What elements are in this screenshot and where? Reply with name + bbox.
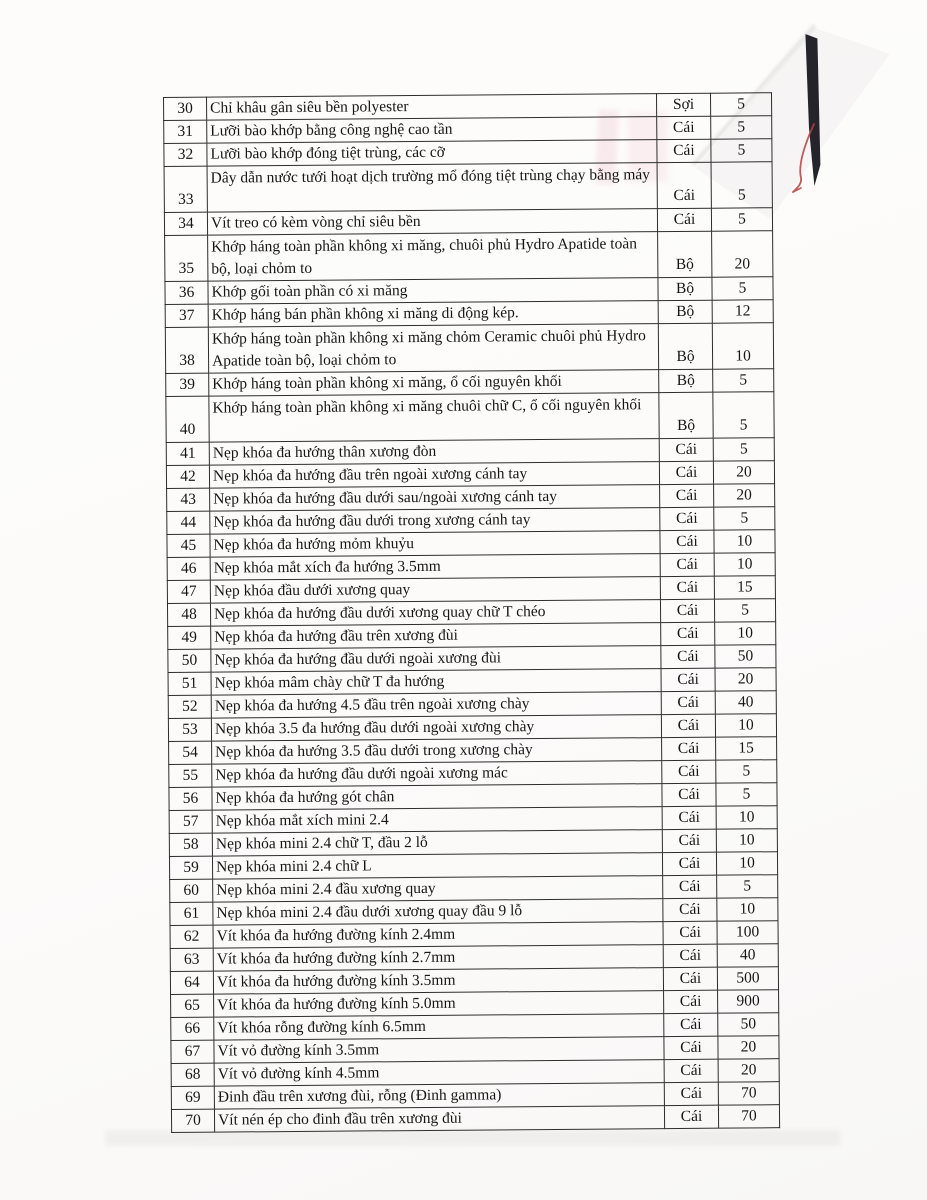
row-quantity: 70 — [718, 1105, 779, 1128]
row-description: Nẹp khóa đa hướng thân xương đòn — [209, 439, 659, 466]
row-quantity: 5 — [710, 93, 771, 116]
row-quantity: 5 — [711, 162, 772, 208]
row-number: 31 — [164, 120, 207, 143]
row-quantity: 5 — [711, 116, 772, 139]
row-description: Nẹp khóa đầu dưới xương quay — [210, 577, 660, 604]
supply-table-wrap — [163, 92, 780, 1133]
row-number: 37 — [165, 304, 208, 327]
row-description: Nẹp khóa đa hướng 3.5 đầu dưới trong xương chày — [212, 738, 662, 765]
row-unit: Cái — [660, 530, 714, 553]
row-number: 55 — [169, 764, 212, 787]
row-number: 30 — [164, 97, 207, 120]
row-quantity: 100 — [717, 921, 778, 944]
row-unit: Cái — [662, 806, 716, 829]
red-pen-mark — [788, 118, 824, 204]
row-description: Vít treo có kèm vòng chỉ siêu bền — [207, 209, 657, 236]
row-description: Nẹp khóa đa hướng đầu trên ngoài xương cánh tay — [209, 462, 659, 489]
row-number: 67 — [171, 1040, 214, 1063]
table-row — [165, 231, 773, 282]
row-description: Khớp háng toàn phần không xi măng, chuôi phủ Hydro Apatide toàn bộ, loại chỏm to — [208, 232, 658, 282]
row-description: Nẹp khóa đa hướng đầu dưới xương quay chữ T chéo — [210, 600, 660, 627]
row-quantity: 12 — [712, 300, 773, 323]
row-unit: Cái — [664, 1013, 718, 1036]
row-quantity: 10 — [716, 852, 777, 875]
row-unit: Cái — [664, 1059, 718, 1082]
row-description: Vít vỏ đường kính 4.5mm — [214, 1060, 664, 1087]
row-unit: Cái — [657, 162, 711, 208]
row-unit: Cái — [664, 990, 718, 1013]
row-number: 66 — [171, 1017, 214, 1040]
supply-table — [163, 92, 780, 1133]
row-description: Nẹp khóa mắt xích đa hướng 3.5mm — [210, 554, 660, 581]
row-description: Nẹp khóa đa hướng gót chân — [212, 784, 662, 811]
row-number: 62 — [170, 925, 213, 948]
row-description: Nẹp khóa mini 2.4 chữ L — [212, 853, 662, 880]
row-quantity: 40 — [715, 691, 776, 714]
row-description: Khớp háng toàn phần không xi măng, ổ cối nguyên khối — [209, 370, 659, 397]
row-quantity: 5 — [716, 783, 777, 806]
row-unit: Cái — [662, 829, 716, 852]
row-description: Nẹp khóa đa hướng 4.5 đầu trên ngoài xương chày — [211, 692, 661, 719]
row-number: 40 — [166, 396, 209, 442]
row-number: 33 — [164, 166, 207, 212]
row-quantity: 5 — [716, 760, 777, 783]
row-unit: Cái — [659, 461, 713, 484]
row-unit: Cái — [660, 507, 714, 530]
row-quantity: 10 — [715, 622, 776, 645]
row-description: Vít vỏ đường kính 3.5mm — [214, 1037, 664, 1064]
row-unit: Cái — [659, 438, 713, 461]
row-description: Vít khóa đa hướng đường kính 2.7mm — [213, 945, 663, 972]
row-number: 42 — [166, 465, 209, 488]
row-description: Nẹp khóa 3.5 đa hướng đầu dưới ngoài xương chày — [211, 715, 661, 742]
row-description: Dây dẫn nước tưới hoạt dịch trường mổ đóng tiệt trùng chạy bằng máy — [207, 163, 657, 213]
row-unit: Cái — [663, 898, 717, 921]
row-quantity: 10 — [717, 898, 778, 921]
row-unit: Cái — [657, 139, 711, 162]
row-quantity: 5 — [714, 599, 775, 622]
row-number: 48 — [167, 603, 210, 626]
row-description: Nẹp khóa mâm chày chữ T đa hướng — [211, 669, 661, 696]
row-unit: Bộ — [658, 300, 712, 323]
row-quantity: 70 — [718, 1082, 779, 1105]
row-number: 41 — [166, 442, 209, 465]
row-description: Đinh đầu trên xương đùi, rỗng (Đinh gamma) — [214, 1083, 664, 1110]
row-number: 70 — [171, 1109, 214, 1132]
row-description: Nẹp khóa đa hướng đầu dưới trong xương cánh tay — [210, 508, 660, 535]
row-number: 32 — [164, 143, 207, 166]
row-quantity: 5 — [714, 507, 775, 530]
row-unit: Cái — [662, 760, 716, 783]
row-unit: Cái — [663, 875, 717, 898]
row-quantity: 5 — [711, 208, 772, 231]
row-unit: Cái — [662, 737, 716, 760]
row-quantity: 10 — [716, 829, 777, 852]
row-unit: Cái — [663, 967, 717, 990]
row-quantity: 20 — [712, 231, 773, 277]
row-quantity: 50 — [715, 645, 776, 668]
supply-table-body — [164, 93, 780, 1133]
row-description: Vít nén ép cho đinh đầu trên xương đùi — [214, 1106, 664, 1133]
row-unit: Cái — [661, 645, 715, 668]
row-number: 60 — [170, 879, 213, 902]
row-number: 68 — [171, 1063, 214, 1086]
row-quantity: 5 — [712, 277, 773, 300]
row-unit: Bộ — [658, 323, 712, 369]
row-quantity: 10 — [712, 323, 773, 369]
row-quantity: 40 — [717, 944, 778, 967]
row-unit: Cái — [661, 714, 715, 737]
row-number: 56 — [169, 787, 212, 810]
row-description: Nẹp khóa mini 2.4 đầu xương quay — [213, 876, 663, 903]
row-quantity: 50 — [718, 1013, 779, 1036]
row-number: 53 — [168, 718, 211, 741]
row-description: Chỉ khâu gân siêu bền polyester — [207, 94, 657, 121]
row-quantity: 5 — [717, 875, 778, 898]
row-unit: Bộ — [659, 392, 713, 438]
row-number: 46 — [167, 557, 210, 580]
table-row — [165, 323, 773, 374]
row-quantity: 20 — [714, 484, 775, 507]
row-unit: Cái — [657, 116, 711, 139]
row-quantity: 10 — [714, 530, 775, 553]
row-quantity: 500 — [717, 967, 778, 990]
row-description: Nẹp khóa đa hướng đầu dưới sau/ngoài xương cánh tay — [210, 485, 660, 512]
row-quantity: 10 — [716, 806, 777, 829]
row-quantity: 5 — [713, 392, 774, 438]
row-quantity: 20 — [718, 1036, 779, 1059]
row-unit: Cái — [657, 208, 711, 231]
row-unit: Cái — [661, 691, 715, 714]
row-number: 34 — [164, 212, 207, 235]
row-number: 64 — [170, 971, 213, 994]
row-number: 58 — [169, 833, 212, 856]
row-description: Vít khóa đa hướng đường kính 3.5mm — [213, 968, 663, 995]
row-number: 52 — [168, 695, 211, 718]
row-quantity: 15 — [716, 737, 777, 760]
row-number: 49 — [168, 626, 211, 649]
row-unit: Cái — [660, 576, 714, 599]
row-description: Nẹp khóa mini 2.4 chữ T, đầu 2 lỗ — [212, 830, 662, 857]
row-unit: Bộ — [658, 231, 712, 277]
row-unit: Cái — [663, 921, 717, 944]
row-description: Khớp háng bán phần không xi măng di động kép. — [208, 301, 658, 328]
row-unit: Sợi — [656, 93, 710, 116]
row-description: Nẹp khóa đa hướng đầu dưới ngoài xương mác — [212, 761, 662, 788]
row-description: Lưỡi bào khớp bằng công nghệ cao tần — [207, 117, 657, 144]
row-description: Nẹp khóa mắt xích mini 2.4 — [212, 807, 662, 834]
row-quantity: 20 — [718, 1059, 779, 1082]
row-description: Vít khóa rỗng đường kính 6.5mm — [214, 1014, 664, 1041]
row-unit: Cái — [660, 484, 714, 507]
row-description: Vít khóa đa hướng đường kính 5.0mm — [214, 991, 664, 1018]
row-unit: Cái — [663, 944, 717, 967]
row-unit: Cái — [664, 1036, 718, 1059]
row-number: 47 — [167, 580, 210, 603]
row-number: 39 — [166, 373, 209, 396]
table-row — [164, 162, 772, 213]
row-description: Nẹp khóa đa hướng đầu trên xương đùi — [211, 623, 661, 650]
row-description: Vít khóa đa hướng đường kính 2.4mm — [213, 922, 663, 949]
row-quantity: 20 — [715, 668, 776, 691]
row-unit: Bộ — [659, 369, 713, 392]
row-unit: Cái — [661, 668, 715, 691]
row-description: Lưỡi bào khớp đóng tiệt trùng, các cỡ — [207, 140, 657, 167]
table-row — [166, 392, 774, 443]
row-unit: Cái — [660, 553, 714, 576]
row-number: 43 — [167, 488, 210, 511]
row-description: Nẹp khóa mini 2.4 đầu dưới xương quay đầu 9 lỗ — [213, 899, 663, 926]
row-number: 69 — [171, 1086, 214, 1109]
row-number: 57 — [169, 810, 212, 833]
row-number: 36 — [165, 281, 208, 304]
row-quantity: 10 — [714, 553, 775, 576]
row-unit: Cái — [662, 783, 716, 806]
row-quantity: 10 — [715, 714, 776, 737]
row-description: Nẹp khóa đa hướng đầu dưới ngoài xương đùi — [211, 646, 661, 673]
row-unit: Cái — [661, 622, 715, 645]
row-quantity: 15 — [714, 576, 775, 599]
row-number: 50 — [168, 649, 211, 672]
row-number: 54 — [169, 741, 212, 764]
row-description: Khớp háng toàn phần không xi măng chỏm Ceramic chuôi phủ Hydro Apatide toàn bộ, loại chỏm to — [208, 324, 658, 374]
row-number: 61 — [170, 902, 213, 925]
scanner-shadow — [105, 1130, 840, 1146]
row-unit: Bộ — [658, 277, 712, 300]
row-number: 65 — [171, 994, 214, 1017]
row-quantity: 5 — [713, 438, 774, 461]
row-description: Nẹp khóa đa hướng mỏm khuỷu — [210, 531, 660, 558]
row-unit: Cái — [664, 1105, 718, 1128]
row-quantity: 5 — [713, 369, 774, 392]
row-number: 59 — [169, 856, 212, 879]
row-number: 44 — [167, 511, 210, 534]
row-description: Khớp háng toàn phần không xi măng chuôi chữ C, ổ cối nguyên khối — [209, 393, 659, 443]
row-number: 45 — [167, 534, 210, 557]
row-unit: Cái — [664, 1082, 718, 1105]
row-number: 63 — [170, 948, 213, 971]
table-row — [171, 1105, 779, 1133]
row-number: 35 — [165, 235, 208, 281]
row-quantity: 5 — [711, 139, 772, 162]
row-number: 51 — [168, 672, 211, 695]
row-quantity: 20 — [713, 461, 774, 484]
row-number: 38 — [165, 327, 208, 373]
row-unit: Cái — [660, 599, 714, 622]
row-quantity: 900 — [718, 990, 779, 1013]
row-description: Khớp gối toàn phần có xi măng — [208, 278, 658, 305]
row-unit: Cái — [662, 852, 716, 875]
